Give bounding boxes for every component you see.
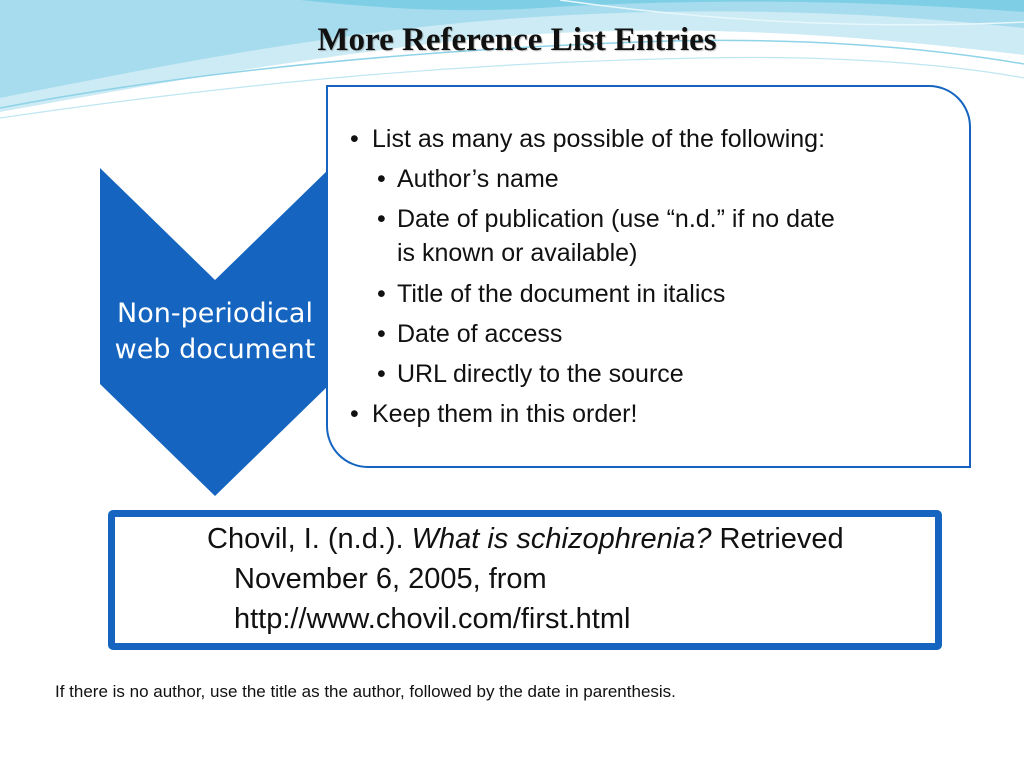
bullet-text: Author’s name: [397, 165, 559, 193]
bullet-text: URL directly to the source: [397, 360, 684, 388]
chevron-label: [100, 296, 330, 368]
bullet-marker: •: [377, 165, 386, 193]
reference-example: [207, 519, 927, 639]
sub-bullet-item: [377, 162, 559, 196]
chevron-label-line1: Non-periodical: [117, 298, 313, 329]
bullet-marker: •: [350, 400, 359, 428]
reference-line-2: November 6, 2005, from: [234, 563, 547, 595]
bullet-marker: •: [377, 360, 386, 388]
chevron-label-line2: web document: [114, 334, 316, 365]
bullet-text: Date of access: [397, 320, 563, 348]
sub-bullet-item: [377, 317, 562, 351]
bullet-marker: •: [377, 280, 386, 308]
bullet-text: Keep them in this order!: [372, 400, 638, 428]
sub-bullet-item: [377, 357, 684, 391]
bullet-marker: •: [377, 205, 386, 233]
sub-bullet-item: [377, 202, 835, 270]
bullet-text-continued: is known or available): [397, 239, 638, 267]
reference-retrieved: Retrieved: [711, 523, 844, 555]
bullet-marker: •: [377, 320, 386, 348]
reference-author-date: Chovil, I. (n.d.).: [207, 523, 412, 555]
reference-line-1: [207, 519, 927, 559]
reference-title: What is schizophrenia?: [411, 523, 712, 555]
bullet-text: List as many as possible of the following:: [372, 125, 826, 153]
reference-url: http://www.chovil.com/first.html: [234, 603, 631, 635]
bullet-text: Date of publication (use “n.d.” if no date: [397, 205, 835, 233]
footnote: If there is no author, use the title as the author, followed by the date in parenthesis.: [55, 682, 676, 701]
bullet-text: Title of the document in italics: [397, 280, 726, 308]
bullet-item: [350, 397, 637, 431]
sub-bullet-item: [377, 277, 725, 311]
bullet-marker: •: [350, 125, 359, 153]
page-title: More Reference List Entries: [317, 22, 717, 58]
bullet-item: [350, 122, 825, 156]
